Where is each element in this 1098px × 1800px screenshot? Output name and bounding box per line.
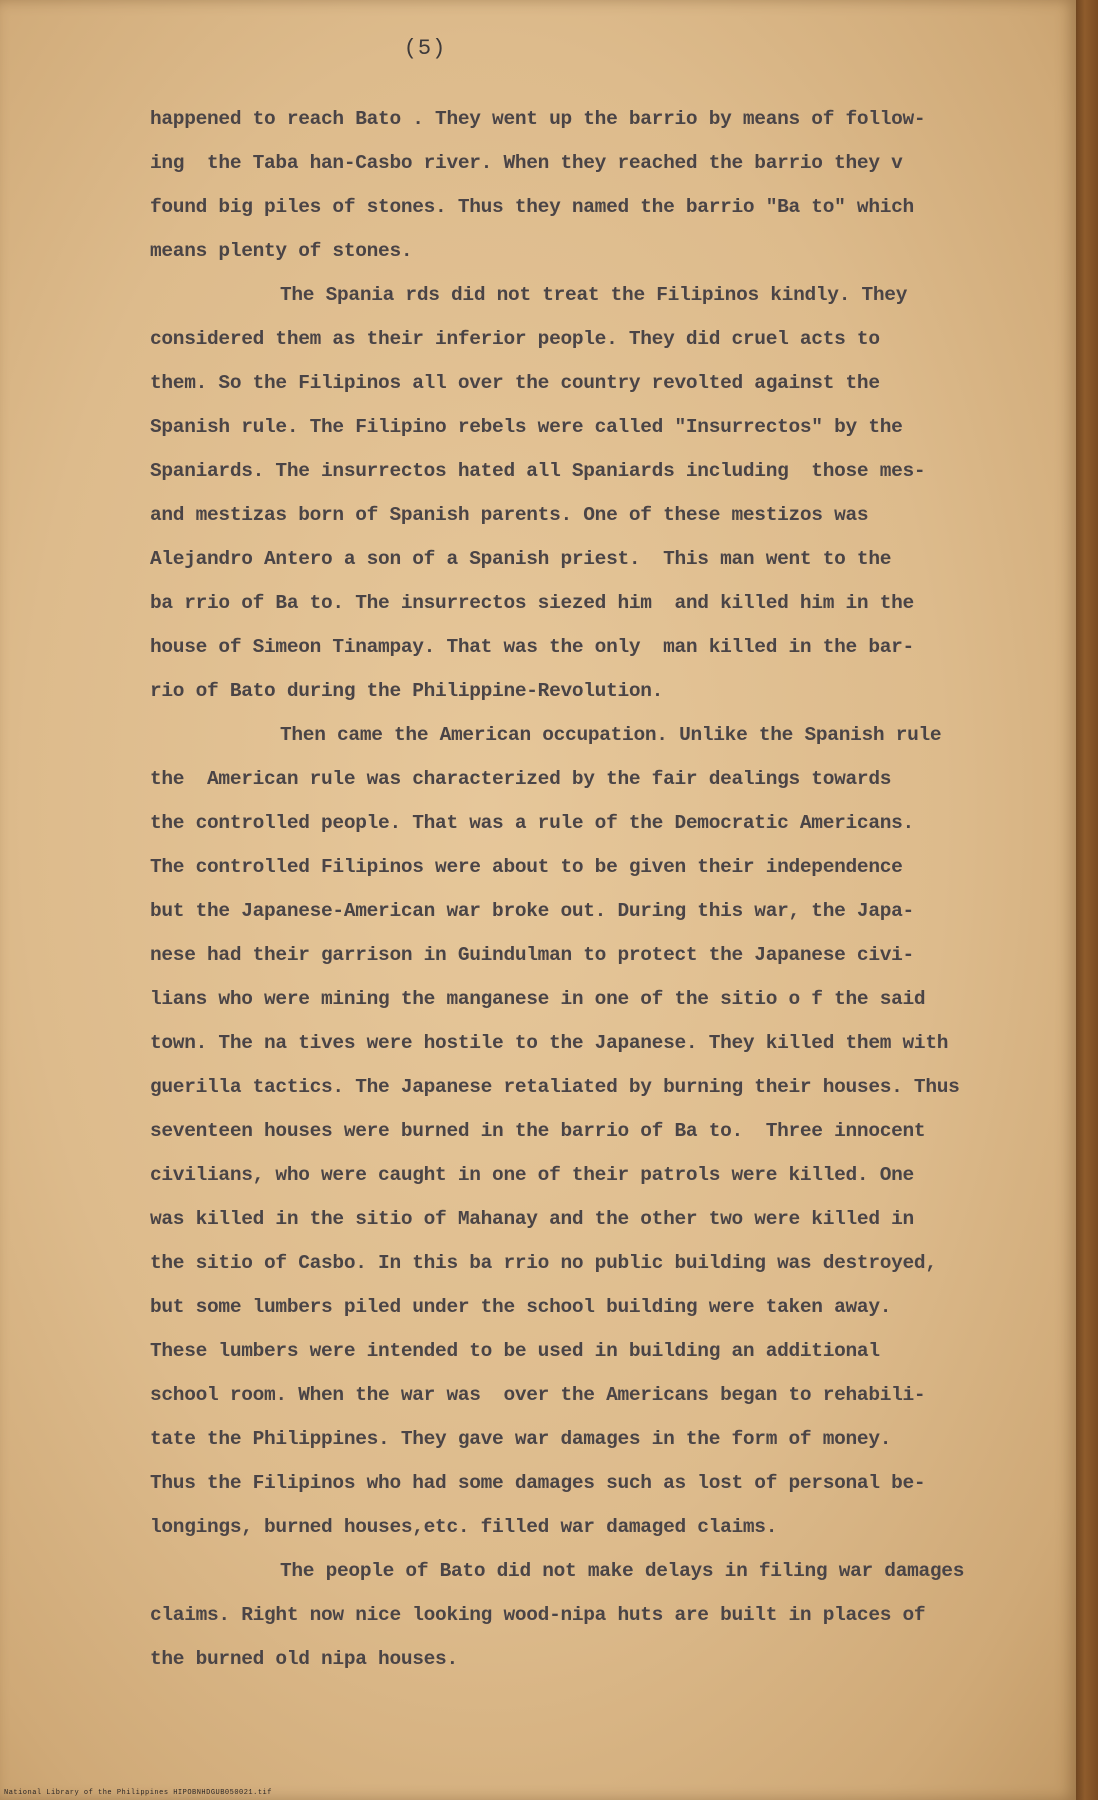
text-line: the sitio of Casbo. In this ba rrio no public building was destroyed, xyxy=(150,1252,937,1274)
text-line: nese had their garrison in Guindulman to protect the Japanese civi- xyxy=(150,944,914,966)
text-line: considered them as their inferior people. They did cruel acts to xyxy=(150,328,880,350)
paragraph-war-damage-claims xyxy=(150,1549,980,1681)
text-line: civilians, who were caught in one of their patrols were killed. One xyxy=(150,1164,914,1186)
text-line: school room. When the war was over the Americans began to rehabili- xyxy=(150,1384,926,1406)
text-line: means plenty of stones. xyxy=(150,240,413,262)
text-line: town. The na tives were hostile to the Japanese. They killed them with xyxy=(150,1032,949,1054)
text-line: The people of Bato did not make delays in filing war damages xyxy=(280,1560,965,1582)
text-line: but some lumbers piled under the school building were taken away. xyxy=(150,1296,892,1318)
text-line: longings, burned houses,etc. filled war damaged claims. xyxy=(150,1516,778,1538)
text-line: Alejandro Antero a son of a Spanish priest. This man went to the xyxy=(150,548,892,570)
text-line: The Spania rds did not treat the Filipinos kindly. They xyxy=(280,284,908,306)
text-line: rio of Bato during the Philippine-Revolution. xyxy=(150,680,664,702)
text-line: but the Japanese-American war broke out. During this war, the Japa- xyxy=(150,900,914,922)
text-line: house of Simeon Tinampay. That was the only man killed in the bar- xyxy=(150,636,914,658)
text-line: happened to reach Bato . They went up the barrio by means of follow- xyxy=(150,108,926,130)
text-line: Spanish rule. The Filipino rebels were called "Insurrectos" by the xyxy=(150,416,903,438)
page-edge-background xyxy=(1076,0,1098,1800)
text-line: Then came the American occupation. Unlike the Spanish rule xyxy=(280,724,942,746)
text-line: the controlled people. That was a rule of the Democratic Americans. xyxy=(150,812,914,834)
text-line: Thus the Filipinos who had some damages such as lost of personal be- xyxy=(150,1472,926,1494)
document-body xyxy=(150,97,980,1681)
text-line: and mestizas born of Spanish parents. One of these mestizos was xyxy=(150,504,869,526)
archive-footer: National Library of the Philippines HIPOBNHDGUB050021.tif xyxy=(4,1789,272,1797)
text-line: the American rule was characterized by the fair dealings towards xyxy=(150,768,892,790)
text-line: lians who were mining the manganese in one of the sitio o f the said xyxy=(150,988,926,1010)
text-line: Spaniards. The insurrectos hated all Spaniards including those mes- xyxy=(150,460,926,482)
text-line: The controlled Filipinos were about to be given their independence xyxy=(150,856,903,878)
paragraph-origin-of-name xyxy=(150,97,980,273)
text-line: tate the Philippines. They gave war damages in the form of money. xyxy=(150,1428,892,1450)
paragraph-american-occupation xyxy=(150,713,980,1549)
text-line: seventeen houses were burned in the barrio of Ba to. Three innocent xyxy=(150,1120,926,1142)
page-number: (5) xyxy=(403,36,447,61)
text-line: them. So the Filipinos all over the country revolted against the xyxy=(150,372,880,394)
text-line: ing the Taba han-Casbo river. When they reached the barrio they v xyxy=(150,152,903,174)
text-line: was killed in the sitio of Mahanay and the other two were killed in xyxy=(150,1208,914,1230)
text-line: found big piles of stones. Thus they named the barrio "Ba to" which xyxy=(150,196,914,218)
text-line: These lumbers were intended to be used in building an additional xyxy=(150,1340,880,1362)
text-line: guerilla tactics. The Japanese retaliated by burning their houses. Thus xyxy=(150,1076,960,1098)
text-line: ba rrio of Ba to. The insurrectos siezed him and killed him in the xyxy=(150,592,914,614)
text-line: the burned old nipa houses. xyxy=(150,1648,458,1670)
paragraph-spanish-rule xyxy=(150,273,980,713)
text-line: claims. Right now nice looking wood-nipa huts are built in places of xyxy=(150,1604,926,1626)
